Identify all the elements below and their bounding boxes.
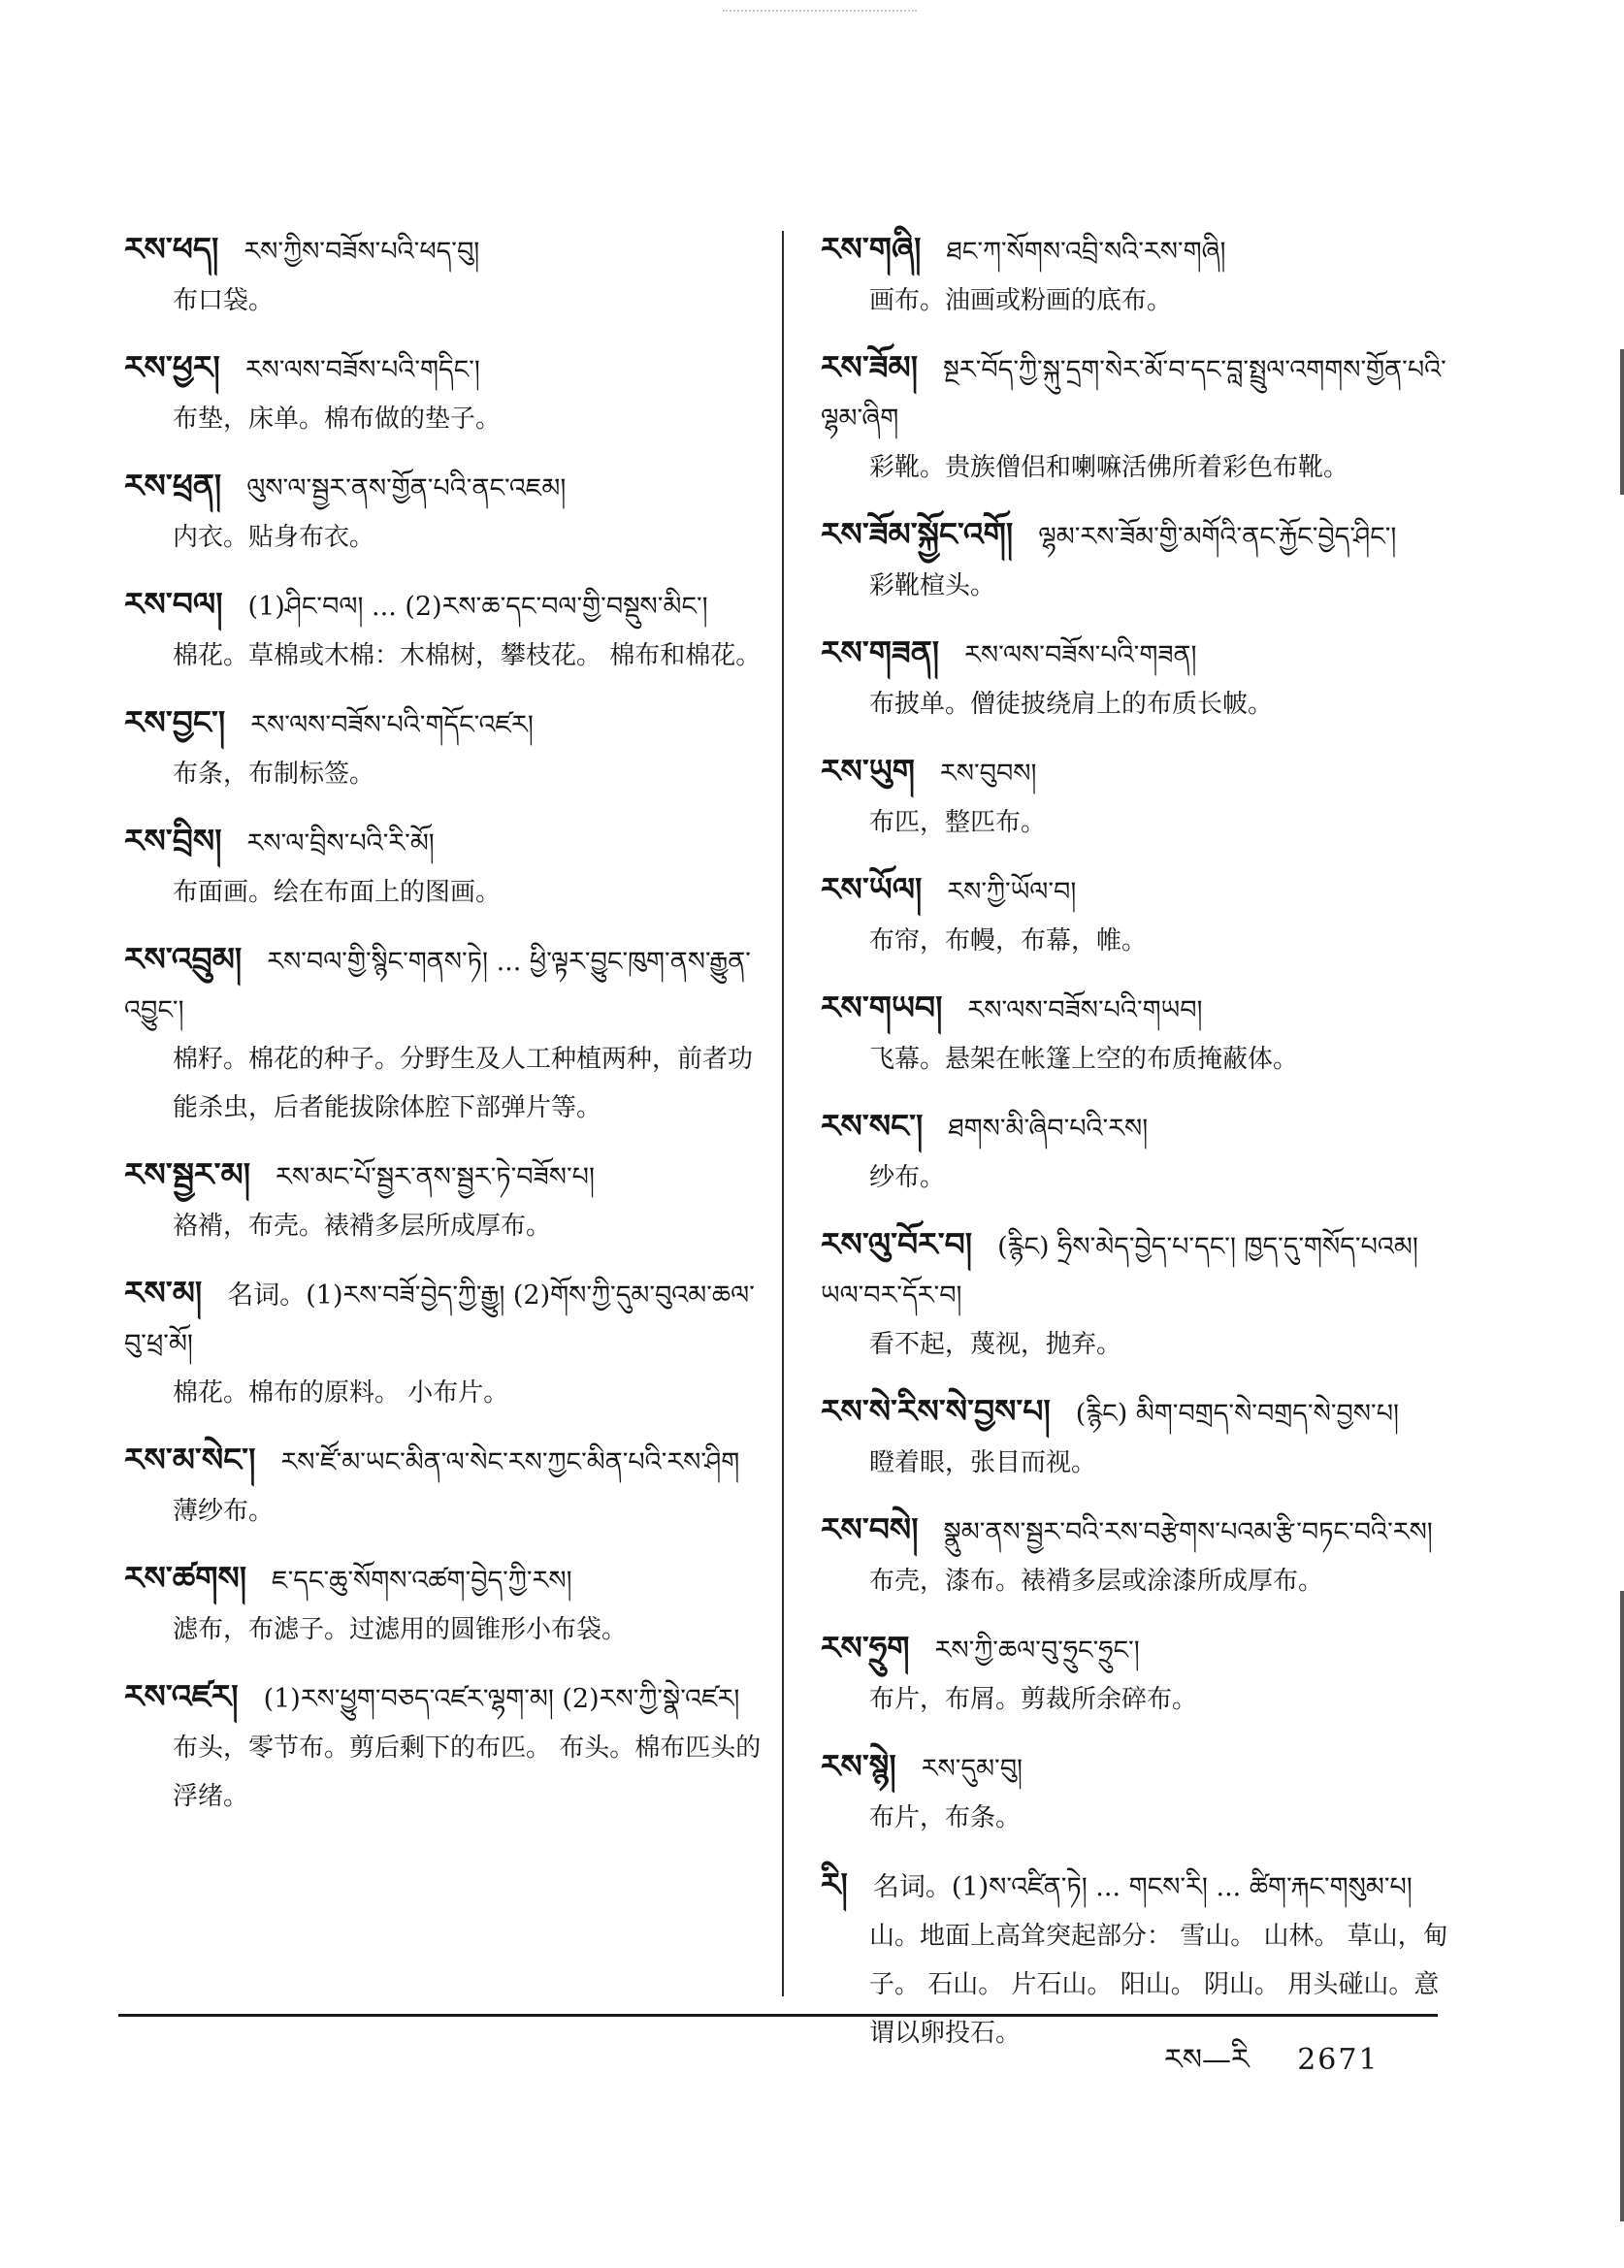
entry-chinese-definition: 布片，布条。 xyxy=(869,1803,1022,1832)
entry-chinese-definition: 布口袋。 xyxy=(173,286,275,315)
entry-headword: རས་སྙེ། xyxy=(821,1747,896,1785)
dictionary-entry xyxy=(124,1269,764,1417)
dictionary-entry xyxy=(821,343,1461,492)
entry-tibetan-definition: (རྙིང) མིག་བགྲད་སེ་བགྲད་སེ་བྱས་པ། xyxy=(1075,1399,1399,1429)
entry-tibetan-definition: (རྙིང) ཧྲིས་མེད་བྱེད་པ་དང་། ཁྱད་དུ་གསོད་པའམ། ཡལ་བར་དོར་བ། xyxy=(821,1232,1418,1311)
footer-range: རས—རི xyxy=(1164,2043,1250,2077)
left-column xyxy=(124,225,764,1839)
entry-chinese-definition: 布片，布屑。剪裁所余碎布。 xyxy=(869,1685,1198,1714)
dictionary-entry xyxy=(124,698,764,798)
entry-tibetan-definition: ཐགས་མི་ཞིབ་པའི་རས། xyxy=(948,1114,1149,1144)
entry-tibetan-definition: རས་བུབས། xyxy=(939,759,1037,789)
entry-tibetan-definition: ཐང་ཀ་སོགས་འབྲི་སའི་རས་གཞི། xyxy=(946,237,1226,267)
dictionary-entry xyxy=(124,817,764,917)
column-divider xyxy=(782,231,784,1996)
entry-tibetan-definition: ལྷམ་རས་ཟོམ་གྱི་མགོའི་ནང་རྐྱོང་བྱེད་ཤིང་། xyxy=(1038,522,1397,552)
entry-chinese-definition: 纱布。 xyxy=(869,1163,946,1192)
page-number: 2671 xyxy=(1297,2043,1380,2077)
entry-tibetan-definition: རས་ལས་བཟོས་པའི་གཟན། xyxy=(964,640,1197,670)
entry-headword: རས་སྦྱར་མ། xyxy=(124,1155,251,1193)
entry-headword: རས་འབྲུམ། xyxy=(124,940,243,978)
entry-chinese-definition: 山。地面上高耸突起部分： 雪山。 山林。 草山，甸子。 石山。 片石山。 阳山。 阴山。 用头碰山。意谓以卵投石。 xyxy=(869,1922,1448,2048)
entry-headword: རས་བསེ། xyxy=(821,1510,919,1548)
entry-tibetan-definition: སྣུམ་ནས་སྦྱར་བའི་རས་བརྩེགས་པའམ་རྩི་བཏང་བའི་རས། xyxy=(943,1517,1433,1547)
dictionary-entry xyxy=(124,225,764,325)
dictionary-entry xyxy=(821,865,1461,965)
entry-headword: རས་ཡུག xyxy=(821,752,915,790)
page-footer xyxy=(1164,2027,1380,2109)
dictionary-entry xyxy=(124,935,764,1132)
entry-tibetan-definition: རས་ཀྱིས་བཟོས་པའི་ཕད་བུ། xyxy=(244,237,480,267)
dictionary-entry xyxy=(821,1102,1461,1202)
entry-tibetan-definition: རས་ལས་བཟོས་པའི་གདོང་འཛར། xyxy=(250,710,534,740)
entry-tibetan-definition: རས་མང་པོ་སྦྱར་ནས་སྦྱར་ཏེ་བཟོས་པ། xyxy=(276,1162,595,1192)
entry-tibetan-definition: རས་ཀྱི་ཆལ་བུ་ཧྲུང་ཧྲུང་། xyxy=(934,1636,1140,1666)
dictionary-entry xyxy=(821,510,1461,610)
dictionary-entry xyxy=(124,1672,764,1821)
dictionary-entry xyxy=(821,984,1461,1084)
entry-chinese-definition: 彩靴楦头。 xyxy=(869,571,996,600)
entry-tibetan-definition: རས་ཀྱི་ཡོལ་བ། xyxy=(947,877,1077,907)
entry-chinese-definition: 布匹，整匹布。 xyxy=(869,808,1047,837)
entry-tibetan-definition: རས་དུམ་བུ། xyxy=(921,1754,1023,1784)
entry-chinese-definition: 布条，布制标签。 xyxy=(173,760,375,789)
entry-chinese-definition: 彩靴。贵族僧侣和喇嘛活佛所着彩色布靴。 xyxy=(869,453,1349,482)
dictionary-entry xyxy=(821,1624,1461,1724)
entry-tibetan-definition: རས་བལ་གྱི་སྙིང་གནས་ཏེ། ... ཕྱི་ལྟར་བྱུང་ཁུག་ནས་རྒྱུན་འབྱུང་། xyxy=(124,947,751,1025)
entry-headword: རས་བྲིས། xyxy=(124,822,222,859)
entry-tibetan-definition: རས་ལ་བྲིས་པའི་རི་མོ། xyxy=(246,828,435,859)
entry-chinese-definition: 布垫，床单。棉布做的垫子。 xyxy=(173,405,502,434)
entry-headword: རས་སང་། xyxy=(821,1107,924,1145)
entry-headword: རས་ལུ་བོར་བ། xyxy=(821,1225,973,1263)
entry-tibetan-definition: ལུས་ལ་སྦྱར་ནས་གྱོན་པའི་ནང་འཇམ། xyxy=(246,473,567,503)
dictionary-entry xyxy=(124,343,764,443)
dictionary-entry xyxy=(124,1554,764,1654)
entry-tibetan-definition: རས་ལས་བཟོས་པའི་གཡབ། xyxy=(967,995,1203,1025)
entry-tibetan-definition: 名词。(1)རས་བཟོ་བྱེད་ཀྱི་རྒྱུ། (2)གོས་ཀྱི་དུམ་བུའམ་ཆལ་བུ་ཕྲ་མོ། xyxy=(124,1280,755,1359)
entry-chinese-definition: 棉花。棉布的原料。 小布片。 xyxy=(173,1378,509,1408)
entry-chinese-definition: 棉籽。棉花的种子。分野生及人工种植两种，前者功能杀虫，后者能拔除体腔下部弹片等。 xyxy=(173,1045,754,1122)
entry-tibetan-definition: (1)རས་ཕྱུག་བཅད་འཛར་ལྷག་མ། (2)རས་ཀྱི་སྣེ་འཛར། xyxy=(263,1684,740,1714)
entry-headword: རས་སེ་རིས་སེ་བྱས་པ། xyxy=(821,1392,1051,1430)
entry-chinese-definition: 布头，零节布。剪后剩下的布匹。 布头。棉布匹头的浮绪。 xyxy=(173,1733,762,1811)
entry-headword: རས་གཞི། xyxy=(821,230,922,268)
entry-chinese-definition: 滤布，布滤子。过滤用的圆锥形小布袋。 xyxy=(173,1615,628,1644)
entry-headword: རི། xyxy=(821,1865,848,1903)
entry-chinese-definition: 看不起，蔑视，抛弃。 xyxy=(869,1330,1122,1359)
entry-headword: རས་ཕད། xyxy=(124,230,219,268)
entry-headword: རས་ཚགས། xyxy=(124,1559,247,1597)
dictionary-entry xyxy=(821,1387,1461,1487)
entry-chinese-definition: 画布。油画或粉画的底布。 xyxy=(869,286,1173,315)
entry-chinese-definition: 瞪着眼，张目而视。 xyxy=(869,1448,1097,1477)
entry-headword: རས་ཟོམ་སྐྱོང་འགོ། xyxy=(821,515,1014,553)
entry-tibetan-definition: རས་ལས་བཟོས་པའི་གདིང་། xyxy=(244,355,480,385)
entry-headword: རས་ཧྲུག xyxy=(821,1629,910,1667)
entry-headword: རས་མ་སེང་། xyxy=(124,1441,256,1478)
scan-edge-mark xyxy=(1620,349,1624,495)
entry-headword: རས་བལ། xyxy=(124,585,223,623)
entry-chinese-definition: 飞幕。悬架在帐篷上空的布质掩蔽体。 xyxy=(869,1045,1299,1074)
entry-tibetan-definition: 名词。(1)ས་འཛིན་ཏེ། ... གངས་རི། ... ཚིག་རྐང་གསུམ་པ། xyxy=(872,1872,1413,1902)
entry-headword: རས་མ། xyxy=(124,1274,203,1312)
dictionary-entry xyxy=(124,462,764,562)
entry-chinese-definition: 棉花。草棉或木棉：木棉树，攀枝花。 棉布和棉花。 xyxy=(173,641,762,670)
dictionary-entry xyxy=(124,580,764,680)
entry-chinese-definition: 内衣。贴身布衣。 xyxy=(173,523,375,552)
entry-tibetan-definition: སྔར་བོད་ཀྱི་སྐུ་དྲག་སེར་མོ་བ་དང་བླ་སྤྲུལ་འགགས་གྱོན་པའི་ལྷམ་ཞིག xyxy=(821,355,1446,434)
entry-headword: རས་གཡབ། xyxy=(821,988,943,1026)
dictionary-entry xyxy=(821,225,1461,325)
entry-chinese-definition: 薄纱布。 xyxy=(173,1497,275,1526)
dictionary-entry xyxy=(821,1220,1461,1369)
dictionary-entry xyxy=(821,1506,1461,1605)
entry-headword: རས་གཟན། xyxy=(821,633,940,671)
entry-chinese-definition: 布壳，漆布。裱褙多层或涂漆所成厚布。 xyxy=(869,1567,1324,1596)
dictionary-entry xyxy=(124,1436,764,1536)
dictionary-entry xyxy=(821,747,1461,847)
entry-chinese-definition: 布面画。绘在布面上的图画。 xyxy=(173,878,502,907)
entry-headword: རས་ཕྱར། xyxy=(124,348,220,386)
entry-headword: རས་ཡོལ། xyxy=(821,870,923,908)
scan-dots xyxy=(723,10,917,17)
entry-headword: རས་འཛར། xyxy=(124,1677,239,1715)
entry-tibetan-definition: (1)ཤིང་བལ། ... (2)རས་ཆ་དང་བལ་གྱི་བསྡུས་མིང་། xyxy=(247,592,708,622)
footer-rule xyxy=(118,2014,1438,2017)
dictionary-entry xyxy=(821,1742,1461,1842)
entry-chinese-definition: 布帘，布幔，布幕，帷。 xyxy=(869,926,1148,956)
entry-headword: རས་བྱང་། xyxy=(124,703,226,741)
entry-tibetan-definition: རས་ཛོ་མ་ཡང་མིན་ལ་སེང་རས་ཀྱང་མིན་པའི་རས་ཤིག xyxy=(280,1447,740,1477)
scan-edge-mark xyxy=(1620,1591,1624,2221)
entry-tibetan-definition: ཇ་དང་ཆུ་སོགས་འཚག་བྱེད་ཀྱི་རས། xyxy=(272,1566,572,1596)
entry-headword: རས་ཕྲན། xyxy=(124,467,222,504)
dictionary-entry xyxy=(124,1150,764,1250)
entry-headword: རས་ཟོམ། xyxy=(821,348,919,386)
entry-chinese-definition: 袼褙，布壳。裱褙多层所成厚布。 xyxy=(173,1212,552,1241)
right-column xyxy=(821,225,1461,2076)
dictionary-entry xyxy=(821,629,1461,729)
entry-chinese-definition: 布披单。僧徒披绕肩上的布质长帔。 xyxy=(869,690,1274,719)
